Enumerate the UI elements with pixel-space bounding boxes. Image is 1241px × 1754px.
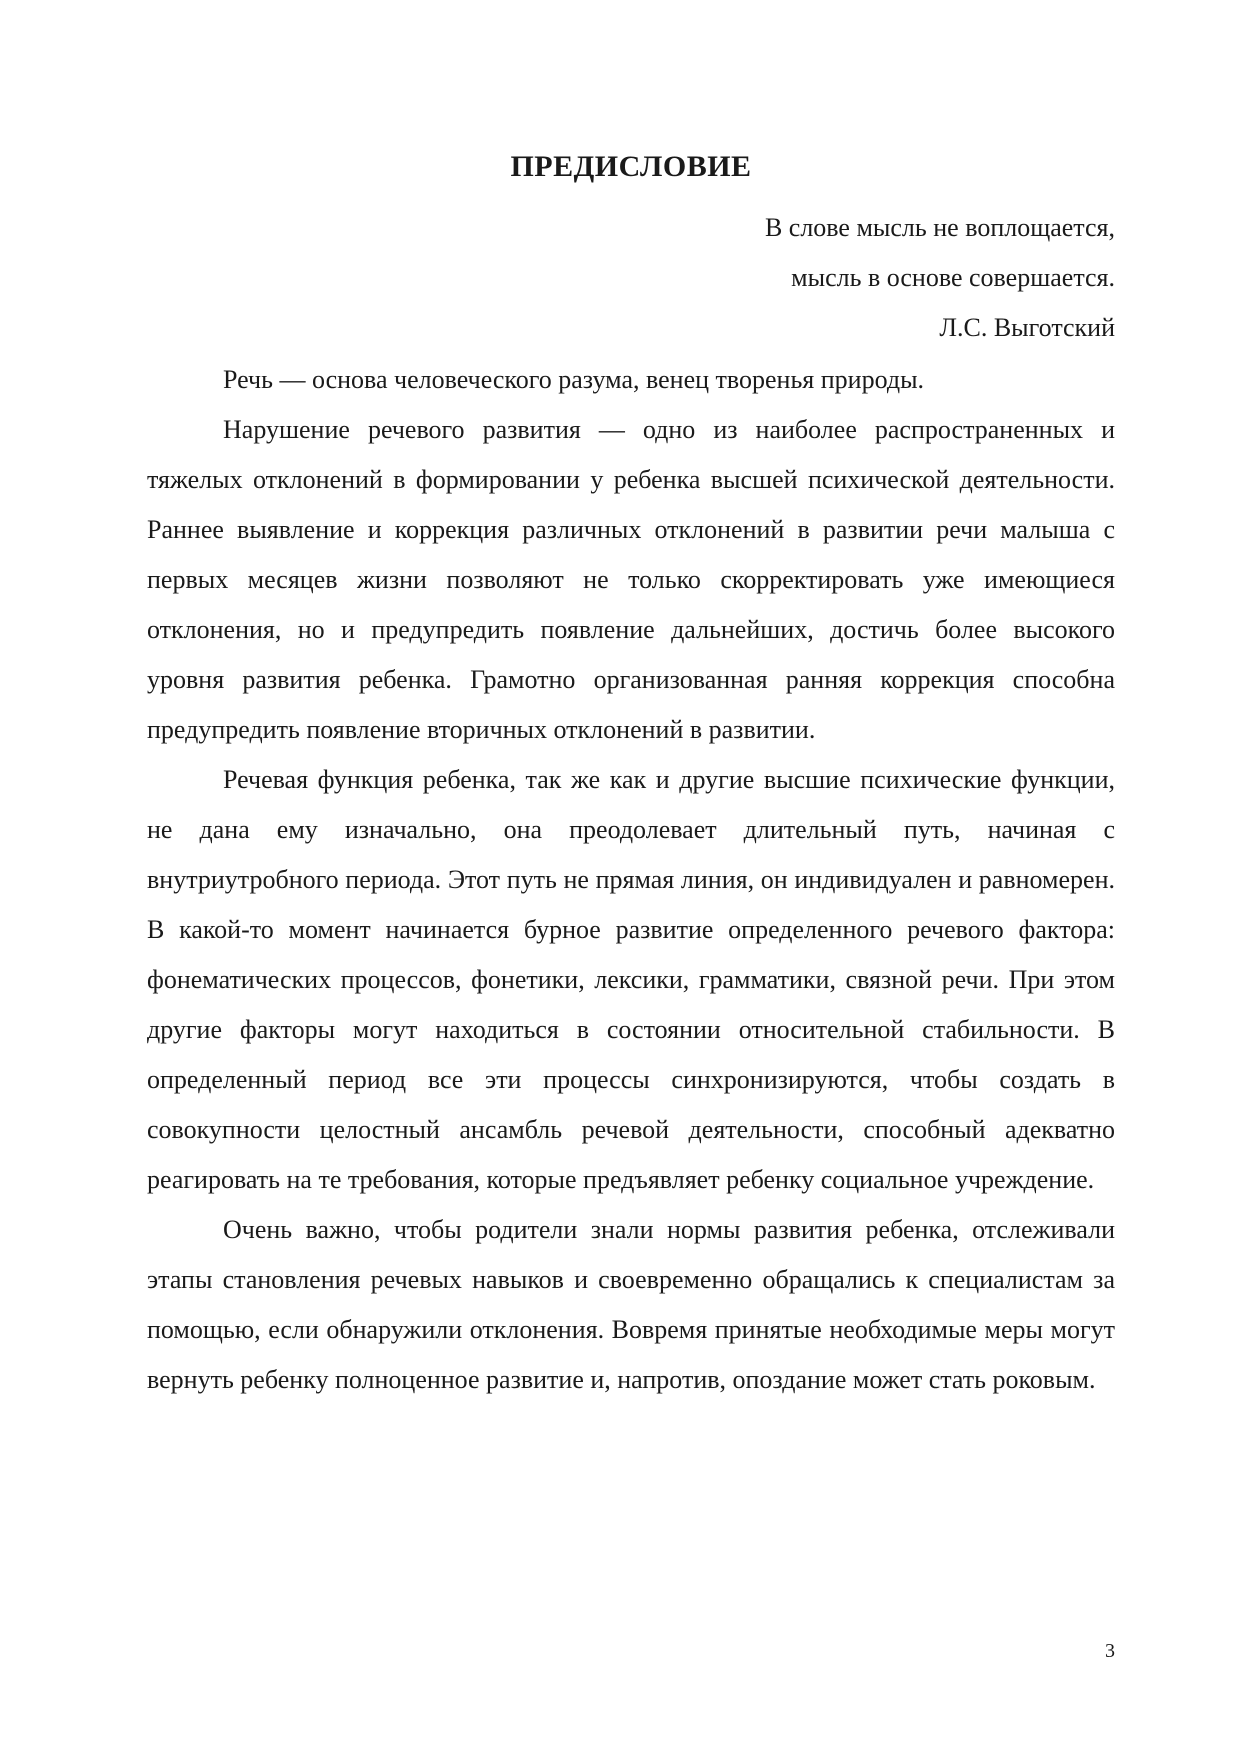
epigraph xyxy=(765,203,1115,353)
paragraph-2: Нарушение речевого развития — одно из наиболее распространенных и тяжелых отклонений в формировании у ребенка высшей психической деятельности. Раннее выявление и коррекция различных отклонений в развитии речи малыша с первых месяцев жизни позволяют не только скорректировать уже имеющиеся отклонения, но и предупредить появление дальнейших, достичь более высокого уровня развития ребенка. Грамотно организованная ранняя коррекция способна предупредить появление вторичных отклонений в развитии. xyxy=(147,415,1115,744)
page-title: ПРЕДИСЛОВИЕ xyxy=(510,150,752,183)
document-page xyxy=(147,0,1115,1754)
epigraph-line-1: В слове мысль не воплощается, xyxy=(764,213,1115,242)
page-number: 3 xyxy=(1105,1640,1115,1662)
epigraph-author: Л.С. Выготский xyxy=(939,313,1115,342)
paragraph-4: Очень важно, чтобы родители знали нормы развития ребенка, отслеживали этапы становления речевых навыков и своевременно обращались к специалистам за помощью, если обнаружили отклонения. Вовремя принятые необходимые меры могут вернуть ребенку полноценное развитие и, напротив, опоздание может стать роковым. xyxy=(147,1215,1115,1394)
paragraph-3: Речевая функция ребенка, так же как и другие высшие психические функции, не дана ему изначально, она преодолевает длительный путь, начиная с внутриутробного периода. Этот путь не прямая линия, он индивидуален и равномерен. В какой-то момент начинается бурное развитие определенного речевого фактора: фонематических процессов, фонетики, лексики, грамматики, связной речи. При этом другие факторы могут находиться в состоянии относительной стабильности. В определенный период все эти процессы синхронизируются, чтобы создать в совокупности целостный ансамбль речевой деятельности, способный адекватно реагировать на те требования, которые предъявляет ребенку социальное учреждение. xyxy=(147,765,1115,1194)
epigraph-line-2: мысль в основе совершается. xyxy=(791,263,1115,292)
paragraph-1: Речь — основа человеческого разума, венец творенья природы. xyxy=(223,365,925,394)
body-text xyxy=(147,355,1115,1405)
